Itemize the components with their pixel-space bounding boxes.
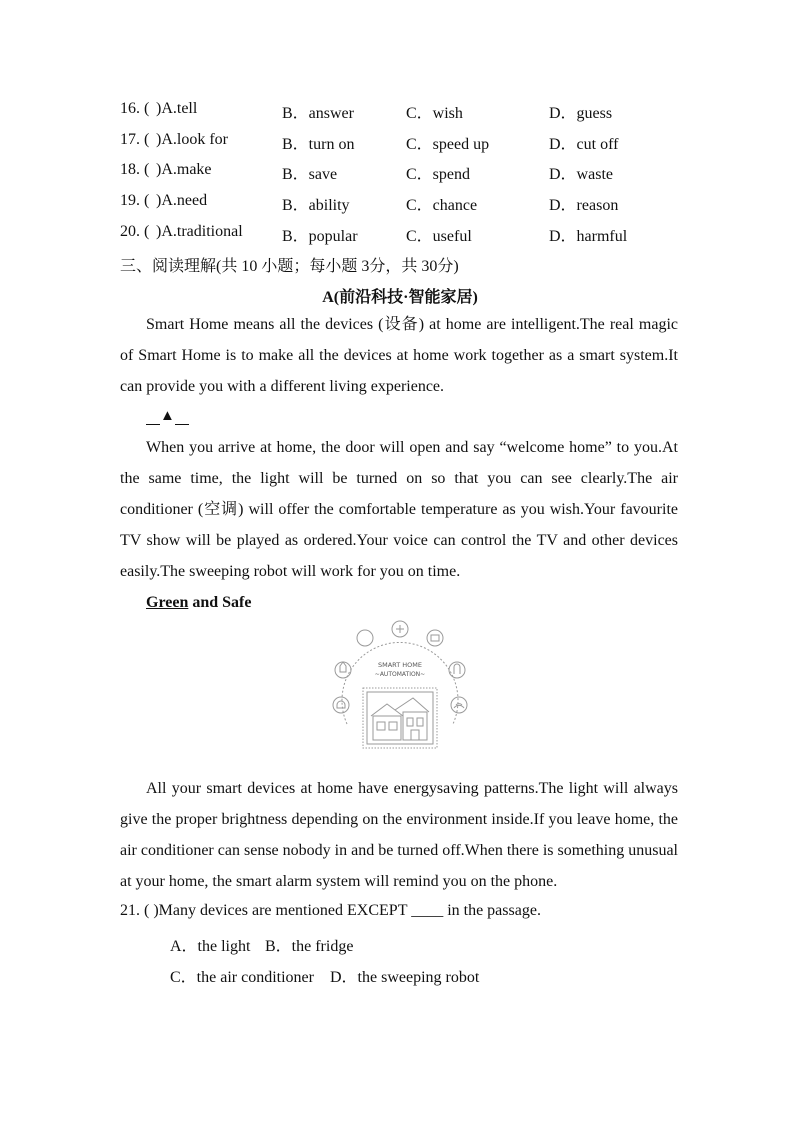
option-a: )A.make: [156, 161, 212, 178]
option-d: D．harmful: [549, 228, 628, 245]
paragraph-arrival-text: When you arrive at home, the door will open and say “welcome home” to you.At the same time, the light will be turned on so that you can see clearly.The air conditioner (空调) will offer the comfortable temperature as you wish.Your favourite TV show will be played as ordered.Your voice can control the TV and other devices easily.The sweeping robot will work for you on time.: [120, 439, 678, 580]
paragraph-green-safe: [120, 773, 678, 897]
option-d: D．waste: [549, 166, 613, 183]
triangle-icon: ▲: [160, 408, 175, 424]
section-title: 三、阅读理解(共 10 小题；每小题 3分，共 30分): [120, 258, 459, 275]
question-21-option-d: D．the sweeping robot: [330, 969, 480, 986]
option-d: D．guess: [549, 105, 613, 122]
question-number: 20. (: [120, 223, 150, 240]
option-c: C．speed up: [406, 136, 490, 153]
option-c: C．useful: [406, 228, 472, 245]
question-21-option-b: B．the fridge: [265, 938, 354, 955]
paragraph-intro: [120, 309, 678, 402]
heading-underlined: Green: [146, 594, 189, 611]
question-number-a: 16. (: [120, 100, 150, 117]
option-b: B．popular: [282, 228, 358, 245]
option-a: )A.look for: [156, 131, 228, 148]
option-b: B．answer: [282, 105, 354, 122]
option-a: )A.traditional: [156, 223, 243, 240]
option-a: )A.need: [156, 192, 208, 209]
option-c: C．wish: [406, 105, 463, 122]
option-c: C．chance: [406, 197, 478, 214]
smart-home-illustration: [325, 620, 475, 755]
question-21-option-c: C．the air conditioner: [170, 969, 314, 986]
question-number: 17. (: [120, 131, 150, 148]
question-21-stem: 21. ( )Many devices are mentioned EXCEPT ____ in the passage.: [120, 902, 541, 919]
blank-heading: [146, 407, 189, 425]
paragraph-arrival: [120, 432, 678, 587]
option-b: B．save: [282, 166, 338, 183]
heading-rest: and Safe: [188, 594, 252, 611]
section-heading-green-safe: [146, 594, 251, 612]
passage-title: A(前沿科技·智能家居): [322, 289, 478, 306]
paragraph-intro-text: Smart Home means all the devices (设备) at home are intelligent.The real magic of Smart Home is to make all the devices at home work together as a smart system.It can provide you with a different living experience.: [120, 316, 678, 395]
paragraph-green-safe-text: All your smart devices at home have energysaving patterns.The light will always give the proper brightness depending on the environment inside.If you leave home, the air conditioner can sense nobody in and be turned off.When there is something unusual at your home, the smart alarm system will remind you on the phone.: [120, 780, 678, 890]
option-d: D．reason: [549, 197, 619, 214]
option-b: B．turn on: [282, 136, 355, 153]
figure-label-2: ~AUTOMATION~: [374, 671, 426, 678]
option-c: C．spend: [406, 166, 471, 183]
question-number: 19. (: [120, 192, 150, 209]
option-a: )A.tell: [156, 100, 198, 117]
question-21-option-a: A．the light: [170, 938, 251, 955]
option-d: D．cut off: [549, 136, 619, 153]
figure-label-1: SMART HOME: [378, 661, 422, 669]
option-b: B．ability: [282, 197, 350, 214]
question-number: 18. (: [120, 161, 150, 178]
